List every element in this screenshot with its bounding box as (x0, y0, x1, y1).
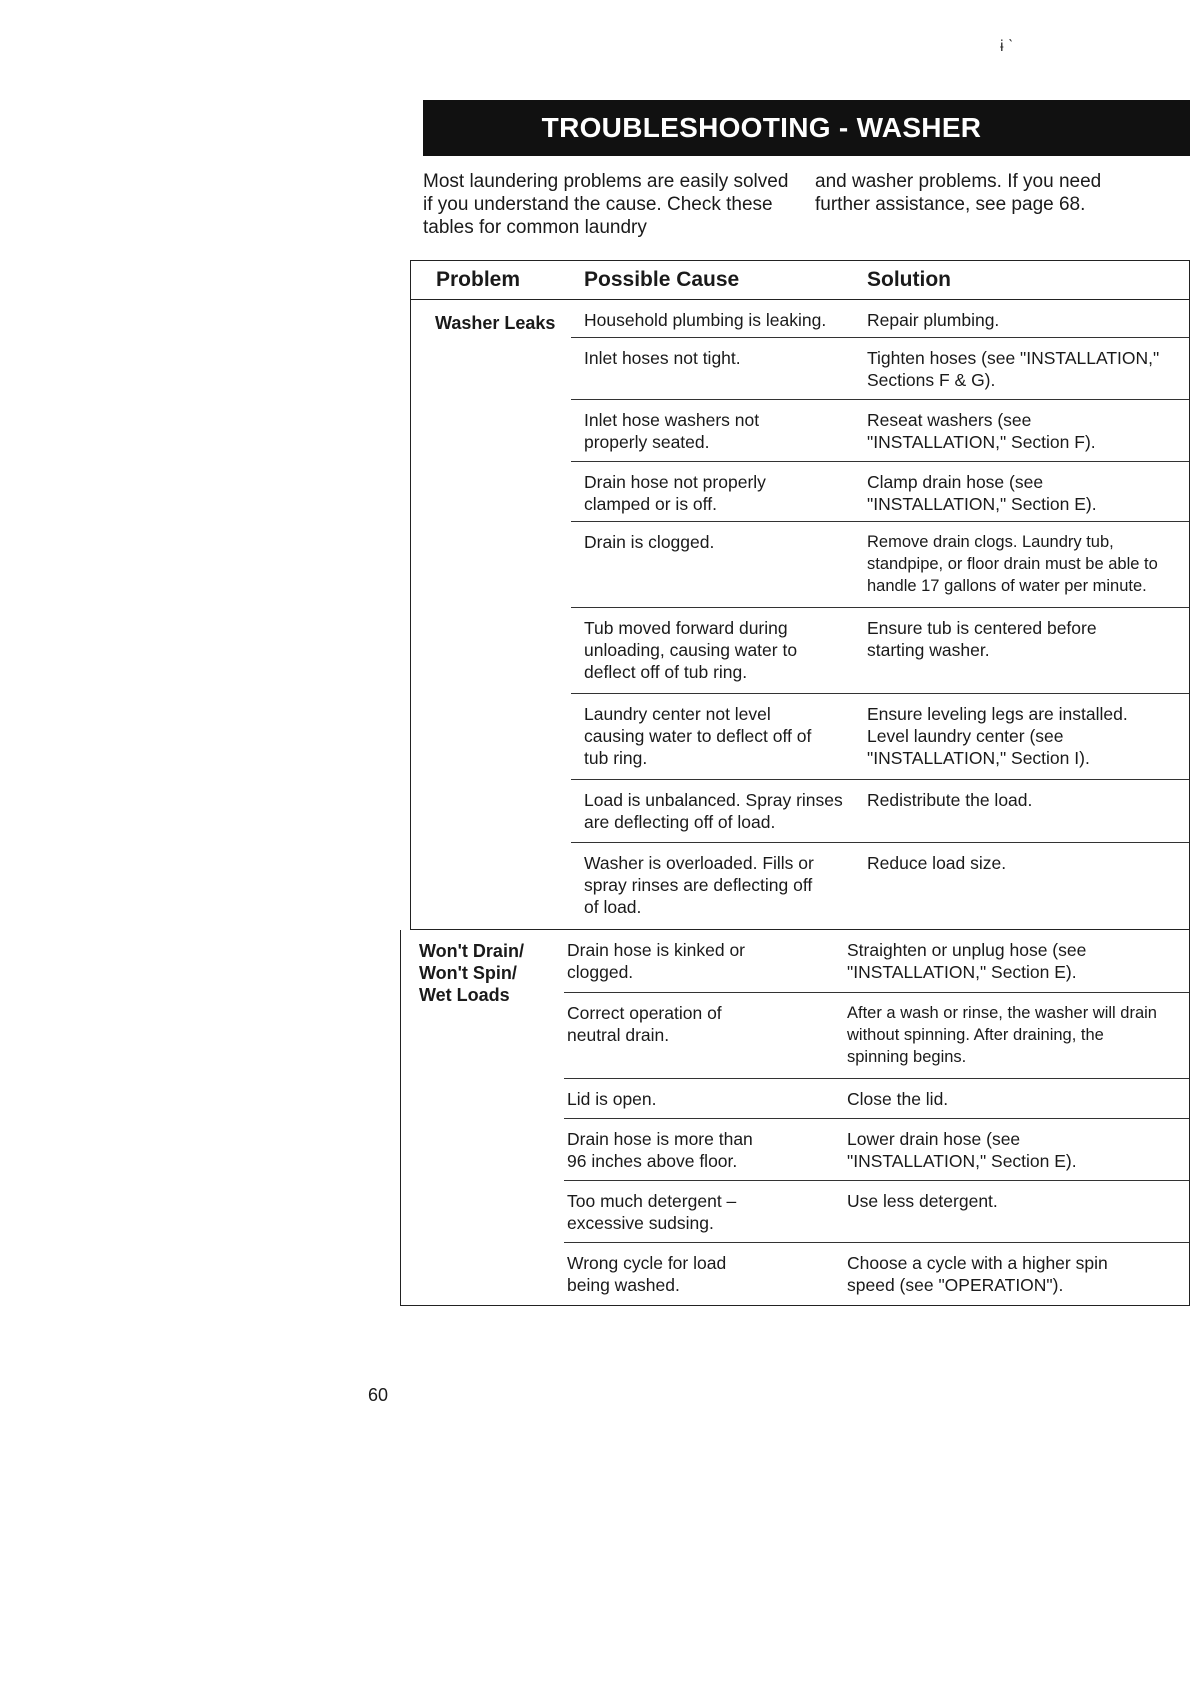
problem-group-wont-drain (400, 930, 1190, 1306)
table-row (571, 522, 1189, 608)
table-row (571, 400, 1189, 462)
cause-cell: Wrong cycle for load being washed. (567, 1253, 727, 1295)
solution-cell: Ensure leveling legs are installed. Level laundry center (see "INSTALLATION," Section I). (867, 704, 1128, 768)
cause-cell: Load is unbalanced. Spray rinses are deflecting off of load. (584, 790, 843, 832)
solution-cell: Tighten hoses (see "INSTALLATION," Sections F & G). (867, 348, 1160, 390)
problem-label: Washer Leaks (435, 313, 556, 333)
solution-cell: Straighten or unplug hose (see "INSTALLATION," Section E). (847, 940, 1087, 982)
solution-cell: Redistribute the load. (867, 790, 1033, 810)
solution-cell: Reseat washers (see "INSTALLATION," Section F). (867, 410, 1096, 452)
solution-cell: Use less detergent. (847, 1191, 998, 1211)
page-title-banner (423, 100, 1190, 156)
solution-cell: Clamp drain hose (see "INSTALLATION," Section E). (867, 472, 1097, 514)
cause-cell: Washer is overloaded. Fills or spray rinses are deflecting off of load. (584, 853, 814, 917)
solution-cell: Reduce load size. (867, 853, 1007, 873)
solution-cell: After a wash or rinse, the washer will drain without spinning. After draining, the spinning begins. (847, 1004, 1157, 1066)
solution-cell: Remove drain clogs. Laundry tub, standpipe, or floor drain must be able to handle 17 gallons of water per minute. (867, 533, 1158, 595)
intro-text-right: and washer problems. If you need further assistance, see page 68. (815, 171, 1102, 215)
corner-mark: ɨ ˋ (1000, 38, 1014, 55)
cause-cell: Laundry center not level causing water to deflect off of tub ring. (584, 704, 812, 768)
solution-cell: Close the lid. (847, 1089, 949, 1109)
table-row (571, 462, 1189, 522)
intro-text-left: Most laundering problems are easily solved if you understand the cause. Check these tables for common laundry (423, 171, 789, 238)
table-row (564, 993, 1189, 1079)
cause-cell: Tub moved forward during unloading, causing water to deflect off of tub ring. (584, 618, 798, 682)
cause-cell: Inlet hose washers not properly seated. (584, 410, 760, 452)
cause-cell: Correct operation of neutral drain. (567, 1003, 722, 1045)
table-row (571, 694, 1189, 780)
header-possible-cause: Possible Cause (584, 268, 740, 291)
table-row (564, 930, 1189, 993)
header-problem: Problem (436, 268, 521, 291)
table-row (564, 1181, 1189, 1243)
table-row (564, 1119, 1189, 1181)
header-solution: Solution (867, 268, 951, 291)
page-number: 60 (368, 1385, 389, 1405)
solution-cell: Lower drain hose (see "INSTALLATION," Section E). (847, 1129, 1077, 1171)
troubleshooting-table (410, 260, 1190, 1306)
solution-cell: Choose a cycle with a higher spin speed (see "OPERATION"). (847, 1253, 1108, 1295)
table-row (564, 1243, 1189, 1305)
cause-cell: Drain hose not properly clamped or is off. (584, 472, 766, 514)
problem-group-washer-leaks (410, 300, 1190, 930)
table-row (571, 608, 1189, 694)
cause-cell: Drain hose is kinked or clogged. (567, 940, 745, 982)
solution-cell: Ensure tub is centered before starting washer. (867, 618, 1097, 660)
table-row (571, 338, 1189, 400)
cause-cell: Drain hose is more than 96 inches above floor. (567, 1129, 753, 1171)
cause-cell: Drain is clogged. (584, 532, 715, 552)
table-row (571, 300, 1189, 338)
table-row (571, 780, 1189, 843)
problem-label: Won't Drain/ Won't Spin/ Wet Loads (419, 941, 524, 1005)
table-row (571, 843, 1189, 929)
cause-cell: Household plumbing is leaking. (584, 310, 827, 330)
cause-cell: Lid is open. (567, 1089, 657, 1109)
solution-cell: Repair plumbing. (867, 310, 1000, 330)
cause-cell: Too much detergent – excessive sudsing. (567, 1191, 737, 1233)
page-title: TROUBLESHOOTING - WASHER (541, 112, 982, 143)
table-header-row (410, 260, 1190, 300)
cause-cell: Inlet hoses not tight. (584, 348, 741, 368)
table-row (564, 1079, 1189, 1119)
